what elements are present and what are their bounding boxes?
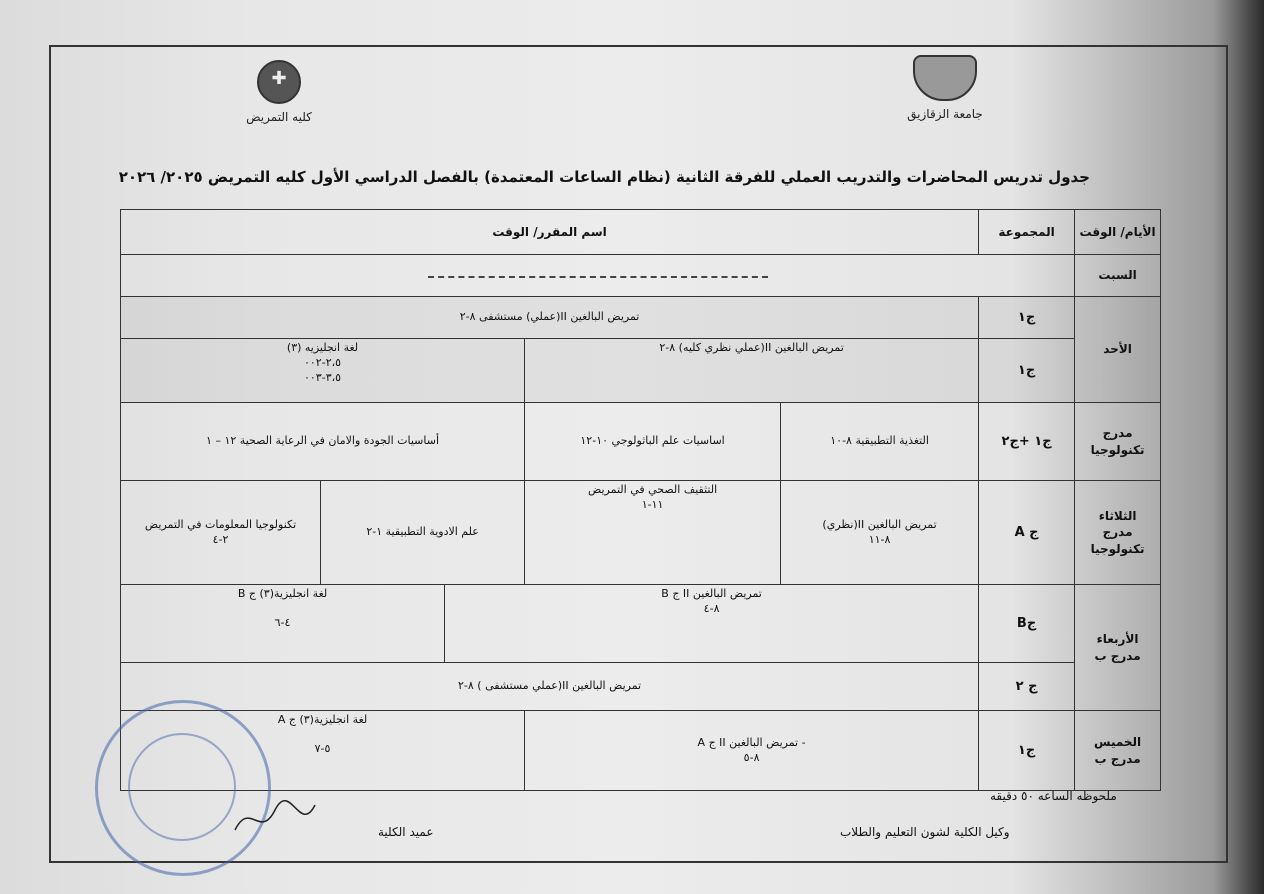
english-3-slot-1: ٢،٥-٠٠٢ — [303, 355, 342, 369]
sunday-day: الأحد — [1075, 297, 1161, 403]
duration-note: ملحوظه الساعه ٥٠ دقيقه — [990, 789, 1117, 803]
wednesday-group-1: جB — [979, 585, 1075, 663]
sunday-group-1: ج١ — [979, 297, 1075, 339]
health-education-time: ١١-١ — [641, 497, 664, 511]
header-row — [121, 210, 1161, 255]
faculty-logo — [234, 60, 324, 124]
sunday-row-1 — [121, 297, 1161, 339]
adult-nursing-group-b-time: ٨-٤ — [703, 601, 720, 615]
header-group: المجموعة — [979, 210, 1075, 255]
quality-safety: أساسيات الجودة والامان في الرعاية الصحية ١٢ – ١ — [121, 403, 525, 481]
pathology-basics: اساسيات علم الباثولوجي ١٠-١٢ — [525, 403, 781, 481]
adult-nursing-hospital-wed: تمريض البالغين II(عملي مستشفى ) ٨-٢ — [121, 663, 979, 711]
university-logo — [890, 55, 1000, 121]
health-education — [525, 481, 781, 585]
wednesday-day — [1075, 585, 1161, 711]
applied-nutrition: التغذية التطبيقية ٨-١٠ — [781, 403, 979, 481]
adult-nursing-theory-time: ٨-١١ — [868, 532, 891, 546]
faculty-caption: كليه التمريض — [246, 110, 312, 124]
english-group-b — [121, 585, 445, 663]
wednesday-label: الأربعاء — [1096, 632, 1139, 647]
sunday-tech-group: ج١ +ج٢ — [979, 403, 1075, 481]
tuesday-row — [121, 481, 1161, 585]
signature-scribble-icon — [230, 790, 320, 850]
information-technology-title: تكنولوجيا المعلومات في التمريض — [144, 517, 297, 531]
english-group-b-time: ٤-٦ — [274, 615, 291, 629]
information-technology — [121, 481, 321, 585]
thursday-label: الخميس — [1093, 735, 1142, 750]
tuesday-hall: مدرج تكنولوجيا — [1090, 525, 1145, 556]
vice-dean-signature: وكيل الكلية لشون التعليم والطلاب — [840, 825, 1010, 839]
adult-nursing-group-a-title: - تمريض البالغين II ج A — [697, 735, 806, 749]
thursday-group: ج١ — [979, 711, 1075, 791]
sunday-group-2: ج١ — [979, 339, 1075, 403]
adult-nursing-group-a — [525, 711, 979, 791]
english-group-a-time: ٥-٧ — [314, 741, 331, 755]
english-group-b-title: لغة انجليزية(٣) ج B — [237, 587, 328, 600]
english-group-a-title: لغة انجليزية(٣) ج A — [277, 713, 368, 726]
sunday-tech-hall: مدرج تكنولوجيا — [1075, 403, 1161, 481]
document-title: جدول تدريس المحاضرات والتدريب العملي للفرقة الثانية (نظام الساعات المعتمدة) بالفصل الدراسي الأول كليه التمريض ٢٠٢٥/ ٢٠٢٦ — [118, 168, 1090, 186]
adult-nursing-group-b-title: تمريض البالغين II ج B — [661, 587, 762, 600]
english-3-title: لغة انجليزيه (٣) — [286, 341, 359, 354]
adult-nursing-theory — [781, 481, 979, 585]
tuesday-day — [1075, 481, 1161, 585]
english-3-slot-2: ٣،٥-٠٠٣ — [303, 370, 342, 384]
sunday-course-1: تمريض البالغين II(عملي) مستشفى ٨-٢ — [121, 297, 979, 339]
dean-signature: عميد الكلية — [378, 825, 434, 839]
header-course: اسم المقرر/ الوقت — [121, 210, 979, 255]
adult-nursing-group-a-time: ٨-٥ — [743, 750, 760, 764]
sunday-tech-row — [121, 403, 1161, 481]
faculty-emblem-icon: ✚ — [257, 60, 301, 104]
saturday-day: السبت — [1075, 255, 1161, 297]
wednesday-row-1 — [121, 585, 1161, 663]
sunday-course-2a: تمريض البالغين II(عملي نظري كليه) ٨-٢ — [525, 339, 979, 403]
thursday-hall: مدرج ب — [1094, 751, 1141, 766]
header-days: الأيام/ الوقت — [1075, 210, 1161, 255]
schedule-table — [120, 209, 1161, 791]
information-technology-time: ٢-٤ — [212, 532, 229, 546]
wednesday-row-2 — [121, 663, 1161, 711]
thursday-day — [1075, 711, 1161, 791]
university-caption: جامعة الزقازيق — [907, 107, 983, 121]
tuesday-label: الثلاثاء — [1098, 509, 1137, 524]
university-emblem-icon — [913, 55, 977, 101]
saturday-empty — [121, 255, 1075, 297]
thursday-row — [121, 711, 1161, 791]
sunday-row-2 — [121, 339, 1161, 403]
health-education-title: التثقيف الصحي في التمريض — [588, 483, 718, 496]
applied-pharmacology: علم الادوية التطبيقية ١-٢ — [321, 481, 525, 585]
sunday-course-2b — [121, 339, 525, 403]
saturday-row — [121, 255, 1161, 297]
tuesday-group: ج A — [979, 481, 1075, 585]
adult-nursing-theory-title: تمريض البالغين II(نظري) — [822, 517, 937, 531]
wednesday-group-2: ج ٢ — [979, 663, 1075, 711]
adult-nursing-group-b — [445, 585, 979, 663]
wednesday-hall: مدرج ب — [1094, 648, 1141, 663]
